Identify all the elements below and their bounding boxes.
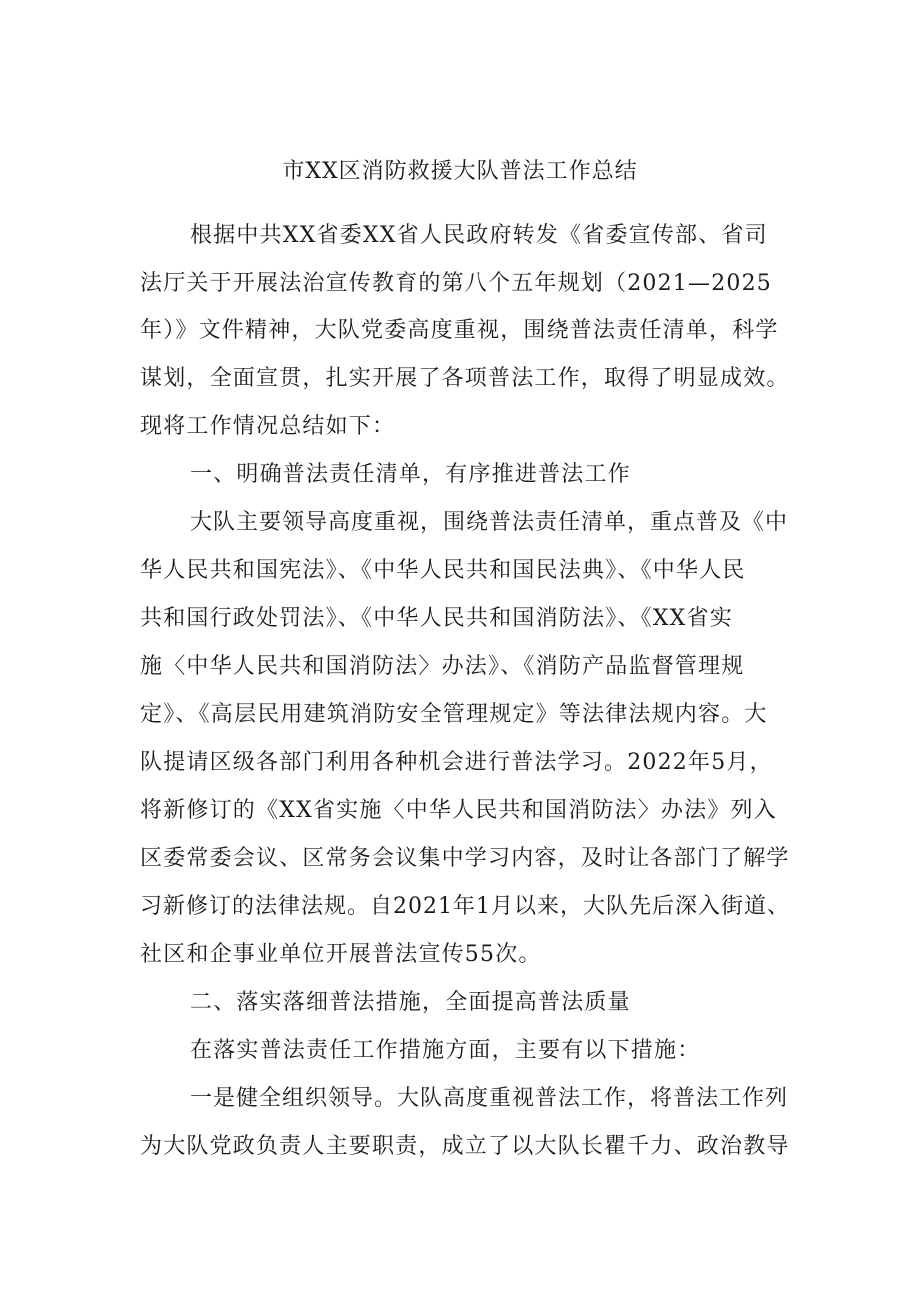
paragraph-line: 习新修订的法律法规。自2021年1月以来，大队先后深入街道、 (140, 894, 790, 919)
paragraph-line: 华人民共和国宪法》、《中华人民共和国民法典》、《中华人民 (140, 558, 746, 583)
section-heading: 一、明确普法责任清单，有序推进普法工作 (190, 462, 631, 487)
paragraph-line: 根据中共XX省委XX省人民政府转发《省委宣传部、省司 (190, 223, 768, 248)
paragraph-line: 谋划，全面宣贯，扎实开展了各项普法工作，取得了明显成效。 (140, 366, 790, 391)
paragraph-line: 施〈中华人民共和国消防法〉办法》、《消防产品监督管理规 (140, 654, 745, 679)
paragraph-line: 年）》文件精神，大队党委高度重视，围绕普法责任清单，科学 (140, 318, 779, 343)
paragraph-line: 为大队党政负责人主要职责，成立了以大队长瞿千力、政治教导 (140, 1134, 790, 1159)
paragraph-line: 社区和企事业单位开展普法宣传55次。 (140, 942, 542, 967)
paragraph-line: 队提请区级各部门利用各种机会进行普法学习。2022年5月， (140, 750, 773, 775)
paragraph-line: 现将工作情况总结如下： (140, 414, 396, 439)
paragraph-line: 大队主要领导高度重视，围绕普法责任清单，重点普及《中 (190, 510, 789, 535)
paragraph-line: 共和国行政处罚法》、《中华人民共和国消防法》、《XX省实 (140, 606, 733, 631)
document-title: 市XX区消防救援大队普法工作总结 (282, 159, 638, 184)
section-heading: 二、落实落细普法措施，全面提高普法质量 (190, 990, 631, 1015)
paragraph-line: 一是健全组织领导。大队高度重视普法工作，将普法工作列 (190, 1086, 789, 1111)
paragraph-line: 法厅关于开展法治宣传教育的第八个五年规划（2021—2025 (140, 271, 772, 296)
paragraph-line: 将新修订的《XX省实施〈中华人民共和国消防法〉办法》列入 (140, 798, 777, 823)
paragraph-line: 定》、《高层民用建筑消防安全管理规定》等法律法规内容。大 (140, 702, 768, 727)
paragraph-line: 区委常委会议、区常务会议集中学习内容，及时让各部门了解学 (140, 846, 790, 871)
paragraph-line: 在落实普法责任工作措施方面，主要有以下措施： (190, 1038, 701, 1063)
